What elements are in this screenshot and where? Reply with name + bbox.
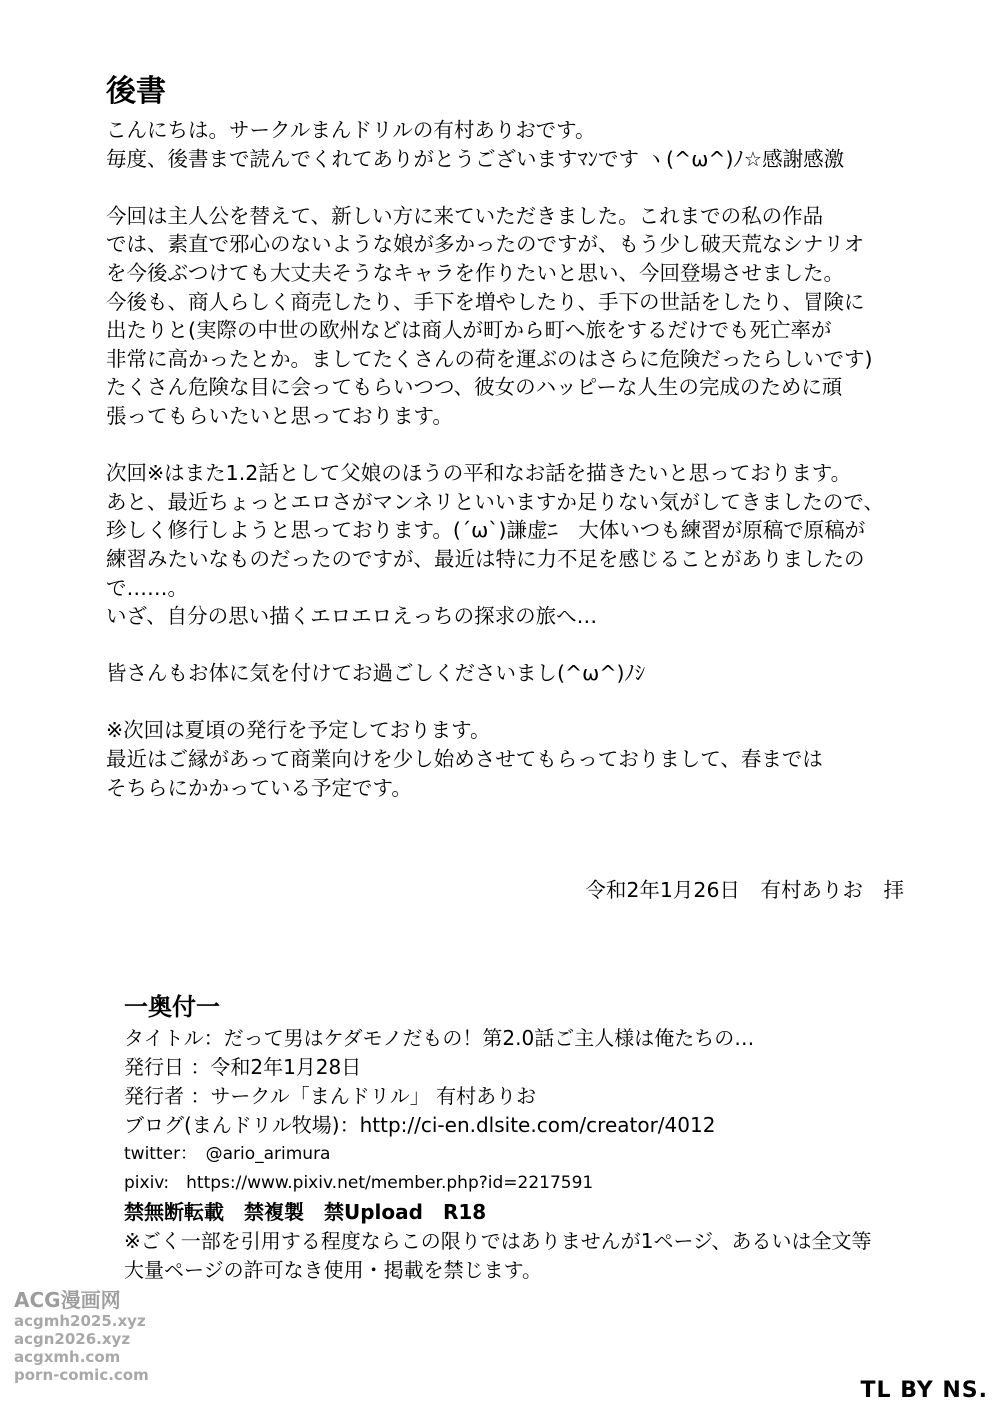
watermark-domain: acgmh2025.xyz (14, 1312, 146, 1330)
watermark-domain: porn-comic.com (14, 1366, 149, 1384)
afterword-body (106, 116, 926, 802)
colophon-line: ブログ(まんドリル牧場)：http://ci-en.dlsite.com/creator/4012 (124, 1113, 716, 1137)
colophon-lines (124, 1024, 964, 1285)
afterword-line: 皆さんもお体に気を付けてお過ごしくださいまし(^ω^)ﾉｼ (106, 661, 646, 686)
colophon-line: ※ごく一部を引用する程度ならこの限りではありませんが1ページ、あるいは全文等 (124, 1229, 872, 1253)
watermark-title: ACG漫画网 (14, 1288, 121, 1312)
paragraph-gap (106, 688, 926, 717)
afterword-signature: 令和2年1月26日 有村ありお 拝 (585, 878, 904, 902)
afterword-line: そちらにかかっている予定です。 (106, 775, 412, 800)
colophon-line: pixiv: https://www.pixiv.net/member.php?id=2217591 (124, 1173, 594, 1193)
watermark-domain: acgn2026.xyz (14, 1330, 131, 1348)
colophon-line: タイトル：だって男はケダモノだもの！第2.0話ご主人様は俺たちの… (124, 1026, 755, 1050)
colophon-title: 一奥付一 (124, 993, 220, 1021)
afterword-line: 最近はご縁があって商業向けを少し始めさせてもらっておりまして、春までは (106, 747, 823, 772)
afterword-line: 今後も、商人らしく商売したり、手下を増やしたり、手下の世話をしたり、冒険に (106, 289, 865, 314)
afterword-line: 張ってもらいたいと思っております。 (106, 403, 453, 428)
afterword-line: では、素直で邪心のないような娘が多かったのですが、もう少し破天荒なシナリオ (106, 232, 865, 257)
colophon-line: twitter： @ario_arimura (124, 1144, 331, 1164)
translator-credit: TL BY NS. (860, 1378, 988, 1403)
colophon-line: 大量ページの許可なき使用・掲載を禁じます。 (124, 1258, 542, 1282)
afterword-line: 珍しく修行しようと思っております。(´ω`)謙虚ﾆ 大体いつも練習が原稿で原稿が (106, 518, 866, 543)
paragraph-gap (106, 631, 926, 660)
afterword-line: 毎度、後書まで読んでくれてありがとうございますﾏﾝです ヽ(^ω^)ﾉ☆感謝感激 (106, 146, 845, 171)
afterword-line: あと、最近ちょっとエロさがマンネリといいますか足りない気がしてきましたので、 (106, 489, 884, 514)
afterword-line: 今回は主人公を替えて、新しい方に来ていただきました。これまでの私の作品 (106, 203, 824, 228)
afterword-line: を今後ぶつけても大丈夫そうなキャラを作りたいと思い、今回登場させました。 (106, 260, 844, 285)
colophon-line: 発行者 ：サークル「まんドリル」 有村ありお (124, 1084, 537, 1108)
afterword-line: 非常に高かったとか。ましてたくさんの荷を運ぶのはさらに危険だったらしいです) (106, 346, 873, 371)
afterword-line: ※次回は夏頃の発行を予定しております。 (106, 718, 491, 743)
afterword-line: 次回※はまた1.2話として父娘のほうの平和なお話を描きたいと思っております。 (106, 461, 852, 486)
afterword-line: で……。 (106, 575, 188, 600)
paragraph-gap (106, 431, 926, 460)
afterword-line: たくさん危険な目に会ってもらいつつ、彼女のハッピーな人生の完成のために頑 (106, 375, 843, 400)
afterword-line: 出たりと(実際の中世の欧州などは商人が町から町へ旅をするだけでも死亡率が (106, 318, 832, 343)
site-watermark (14, 1288, 164, 1384)
watermark-domains (14, 1312, 164, 1384)
afterword-line: いざ、自分の思い描くエロエロえっちの探求の旅へ… (106, 604, 598, 629)
colophon (124, 990, 964, 1285)
afterword-line: 練習みたいなものだったのですが、最近は特に力不足を感じることがありましたの (106, 546, 865, 571)
afterword-line: こんにちは。サークルまんドリルの有村ありおです。 (106, 118, 596, 142)
afterword-title: 後書 (106, 74, 166, 109)
colophon-line: 発行日 ：令和2年1月28日 (124, 1055, 362, 1079)
paragraph-gap (106, 173, 926, 202)
colophon-line: 禁無断転載 禁複製 禁Upload R18 (124, 1200, 487, 1224)
watermark-domain: acgxmh.com (14, 1348, 121, 1366)
